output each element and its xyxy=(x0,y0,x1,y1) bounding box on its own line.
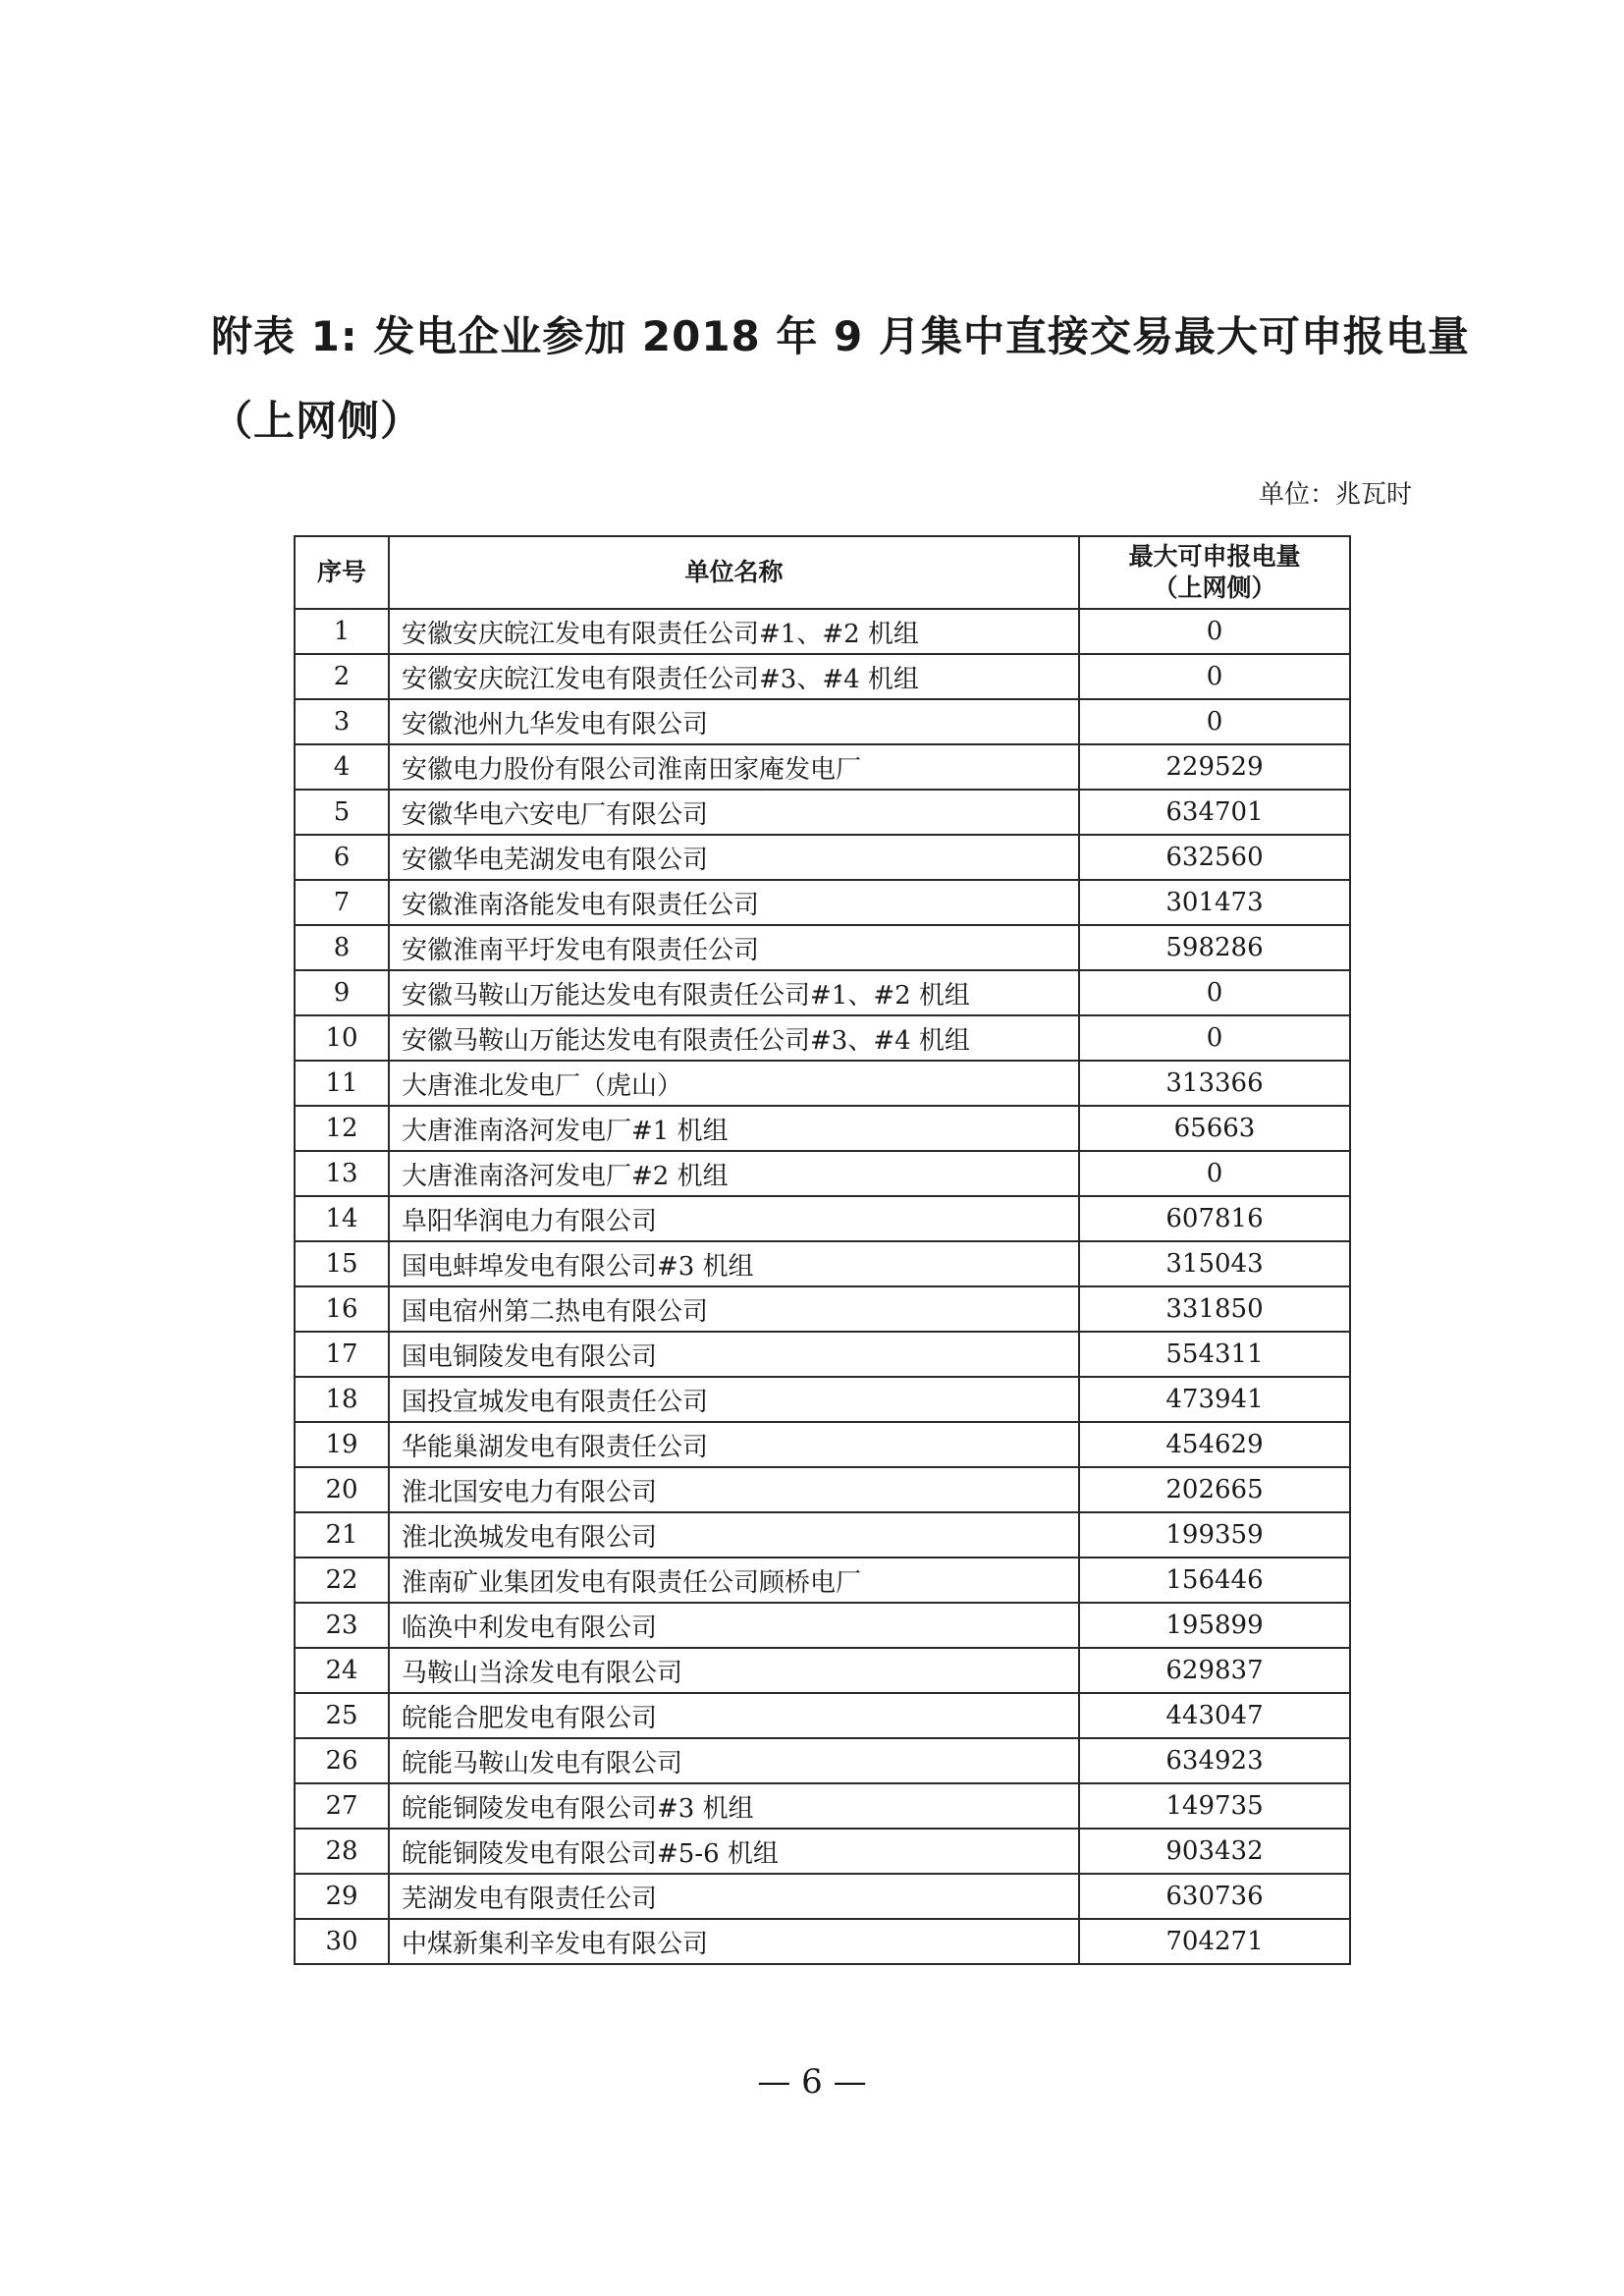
table-row xyxy=(295,1241,1350,1286)
row-seq: 13 xyxy=(295,1151,389,1196)
row-seq: 27 xyxy=(295,1783,389,1829)
row-company-name: 大唐淮南洛河发电厂#1 机组 xyxy=(389,1106,1079,1151)
row-seq: 9 xyxy=(295,970,389,1015)
table-header-row xyxy=(295,536,1350,609)
table-row xyxy=(295,1919,1350,1964)
table-row xyxy=(295,699,1350,744)
row-max-declarable-energy: 630736 xyxy=(1079,1874,1350,1919)
row-max-declarable-energy: 315043 xyxy=(1079,1241,1350,1286)
title-line-2: （上网侧） xyxy=(211,397,423,445)
row-max-declarable-energy: 632560 xyxy=(1079,835,1350,880)
row-seq: 14 xyxy=(295,1196,389,1241)
row-company-name: 淮北国安电力有限公司 xyxy=(389,1467,1079,1512)
table-row xyxy=(295,654,1350,699)
table-row xyxy=(295,744,1350,790)
header-seq: 序号 xyxy=(295,536,389,609)
row-max-declarable-energy: 454629 xyxy=(1079,1422,1350,1467)
row-max-declarable-energy: 301473 xyxy=(1079,880,1350,925)
row-seq: 20 xyxy=(295,1467,389,1512)
row-seq: 19 xyxy=(295,1422,389,1467)
row-seq: 6 xyxy=(295,835,389,880)
row-max-declarable-energy: 156446 xyxy=(1079,1558,1350,1603)
table-row xyxy=(295,1693,1350,1738)
row-company-name: 中煤新集利辛发电有限公司 xyxy=(389,1919,1079,1964)
table-body xyxy=(295,609,1350,1964)
table-row xyxy=(295,1196,1350,1241)
table-row xyxy=(295,1874,1350,1919)
row-company-name: 安徽安庆皖江发电有限责任公司#3、#4 机组 xyxy=(389,654,1079,699)
row-max-declarable-energy: 0 xyxy=(1079,970,1350,1015)
row-company-name: 安徽华电芜湖发电有限公司 xyxy=(389,835,1079,880)
table-row xyxy=(295,835,1350,880)
row-max-declarable-energy: 0 xyxy=(1079,654,1350,699)
row-seq: 4 xyxy=(295,744,389,790)
unit-label: 单位：兆瓦时 xyxy=(1258,480,1412,510)
row-max-declarable-energy: 313366 xyxy=(1079,1061,1350,1106)
row-max-declarable-energy: 0 xyxy=(1079,1015,1350,1061)
table-row xyxy=(295,925,1350,970)
row-seq: 28 xyxy=(295,1829,389,1874)
row-seq: 23 xyxy=(295,1603,389,1648)
header-name: 单位名称 xyxy=(389,536,1079,609)
row-company-name: 临涣中利发电有限公司 xyxy=(389,1603,1079,1648)
row-seq: 24 xyxy=(295,1648,389,1693)
header-value-line-1: 最大可申报电量 xyxy=(1128,542,1301,571)
row-seq: 8 xyxy=(295,925,389,970)
table-row xyxy=(295,1738,1350,1783)
row-max-declarable-energy: 598286 xyxy=(1079,925,1350,970)
row-max-declarable-energy: 903432 xyxy=(1079,1829,1350,1874)
row-seq: 7 xyxy=(295,880,389,925)
row-company-name: 大唐淮南洛河发电厂#2 机组 xyxy=(389,1151,1079,1196)
row-seq: 17 xyxy=(295,1332,389,1377)
table-row xyxy=(295,790,1350,835)
table-row xyxy=(295,1603,1350,1648)
table-row xyxy=(295,1467,1350,1512)
row-seq: 16 xyxy=(295,1286,389,1332)
table-row xyxy=(295,1286,1350,1332)
row-max-declarable-energy: 229529 xyxy=(1079,744,1350,790)
row-max-declarable-energy: 202665 xyxy=(1079,1467,1350,1512)
row-company-name: 皖能合肥发电有限公司 xyxy=(389,1693,1079,1738)
row-seq: 12 xyxy=(295,1106,389,1151)
row-seq: 1 xyxy=(295,609,389,654)
row-seq: 2 xyxy=(295,654,389,699)
row-seq: 26 xyxy=(295,1738,389,1783)
row-max-declarable-energy: 0 xyxy=(1079,699,1350,744)
row-max-declarable-energy: 195899 xyxy=(1079,1603,1350,1648)
table-row xyxy=(295,1512,1350,1558)
table-row xyxy=(295,1061,1350,1106)
row-company-name: 安徽淮南平圩发电有限责任公司 xyxy=(389,925,1079,970)
row-company-name: 国电铜陵发电有限公司 xyxy=(389,1332,1079,1377)
table-row xyxy=(295,1783,1350,1829)
row-company-name: 淮北涣城发电有限公司 xyxy=(389,1512,1079,1558)
row-max-declarable-energy: 629837 xyxy=(1079,1648,1350,1693)
row-seq: 10 xyxy=(295,1015,389,1061)
row-company-name: 淮南矿业集团发电有限责任公司顾桥电厂 xyxy=(389,1558,1079,1603)
row-company-name: 国投宣城发电有限责任公司 xyxy=(389,1377,1079,1422)
row-max-declarable-energy: 0 xyxy=(1079,609,1350,654)
table-row xyxy=(295,1332,1350,1377)
row-seq: 25 xyxy=(295,1693,389,1738)
table-row xyxy=(295,609,1350,654)
declaration-table xyxy=(294,535,1351,1965)
row-seq: 3 xyxy=(295,699,389,744)
table-row xyxy=(295,1151,1350,1196)
row-company-name: 安徽池州九华发电有限公司 xyxy=(389,699,1079,744)
row-company-name: 马鞍山当涂发电有限公司 xyxy=(389,1648,1079,1693)
row-company-name: 安徽电力股份有限公司淮南田家庵发电厂 xyxy=(389,744,1079,790)
row-company-name: 安徽华电六安电厂有限公司 xyxy=(389,790,1079,835)
row-company-name: 安徽淮南洛能发电有限责任公司 xyxy=(389,880,1079,925)
row-max-declarable-energy: 704271 xyxy=(1079,1919,1350,1964)
table-row xyxy=(295,1106,1350,1151)
page-number: — 6 — xyxy=(757,2062,867,2102)
row-seq: 21 xyxy=(295,1512,389,1558)
row-company-name: 皖能马鞍山发电有限公司 xyxy=(389,1738,1079,1783)
header-value-line-2: （上网侧） xyxy=(1153,574,1276,602)
table-row xyxy=(295,1558,1350,1603)
row-seq: 30 xyxy=(295,1919,389,1964)
document-title xyxy=(211,295,1470,464)
row-max-declarable-energy: 199359 xyxy=(1079,1512,1350,1558)
row-max-declarable-energy: 0 xyxy=(1079,1151,1350,1196)
row-company-name: 芜湖发电有限责任公司 xyxy=(389,1874,1079,1919)
row-company-name: 华能巢湖发电有限责任公司 xyxy=(389,1422,1079,1467)
row-seq: 15 xyxy=(295,1241,389,1286)
row-company-name: 安徽马鞍山万能达发电有限责任公司#3、#4 机组 xyxy=(389,1015,1079,1061)
table-row xyxy=(295,1422,1350,1467)
row-seq: 5 xyxy=(295,790,389,835)
row-max-declarable-energy: 149735 xyxy=(1079,1783,1350,1829)
row-max-declarable-energy: 65663 xyxy=(1079,1106,1350,1151)
row-company-name: 安徽马鞍山万能达发电有限责任公司#1、#2 机组 xyxy=(389,970,1079,1015)
row-company-name: 皖能铜陵发电有限公司#5-6 机组 xyxy=(389,1829,1079,1874)
table-row xyxy=(295,1377,1350,1422)
table-row xyxy=(295,1015,1350,1061)
title-line-1: 附表 1: 发电企业参加 2018 年 9 月集中直接交易最大可申报电量 xyxy=(211,312,1470,360)
row-max-declarable-energy: 443047 xyxy=(1079,1693,1350,1738)
row-company-name: 皖能铜陵发电有限公司#3 机组 xyxy=(389,1783,1079,1829)
row-max-declarable-energy: 331850 xyxy=(1079,1286,1350,1332)
row-max-declarable-energy: 554311 xyxy=(1079,1332,1350,1377)
row-max-declarable-energy: 473941 xyxy=(1079,1377,1350,1422)
header-value xyxy=(1079,536,1350,609)
table-row xyxy=(295,970,1350,1015)
row-company-name: 阜阳华润电力有限公司 xyxy=(389,1196,1079,1241)
row-seq: 11 xyxy=(295,1061,389,1106)
row-company-name: 国电蚌埠发电有限公司#3 机组 xyxy=(389,1241,1079,1286)
row-seq: 22 xyxy=(295,1558,389,1603)
row-seq: 18 xyxy=(295,1377,389,1422)
row-max-declarable-energy: 634701 xyxy=(1079,790,1350,835)
row-max-declarable-energy: 607816 xyxy=(1079,1196,1350,1241)
row-company-name: 大唐淮北发电厂（虎山） xyxy=(389,1061,1079,1106)
table-row xyxy=(295,880,1350,925)
row-company-name: 国电宿州第二热电有限公司 xyxy=(389,1286,1079,1332)
table-row xyxy=(295,1829,1350,1874)
row-max-declarable-energy: 634923 xyxy=(1079,1738,1350,1783)
row-company-name: 安徽安庆皖江发电有限责任公司#1、#2 机组 xyxy=(389,609,1079,654)
table-row xyxy=(295,1648,1350,1693)
row-seq: 29 xyxy=(295,1874,389,1919)
